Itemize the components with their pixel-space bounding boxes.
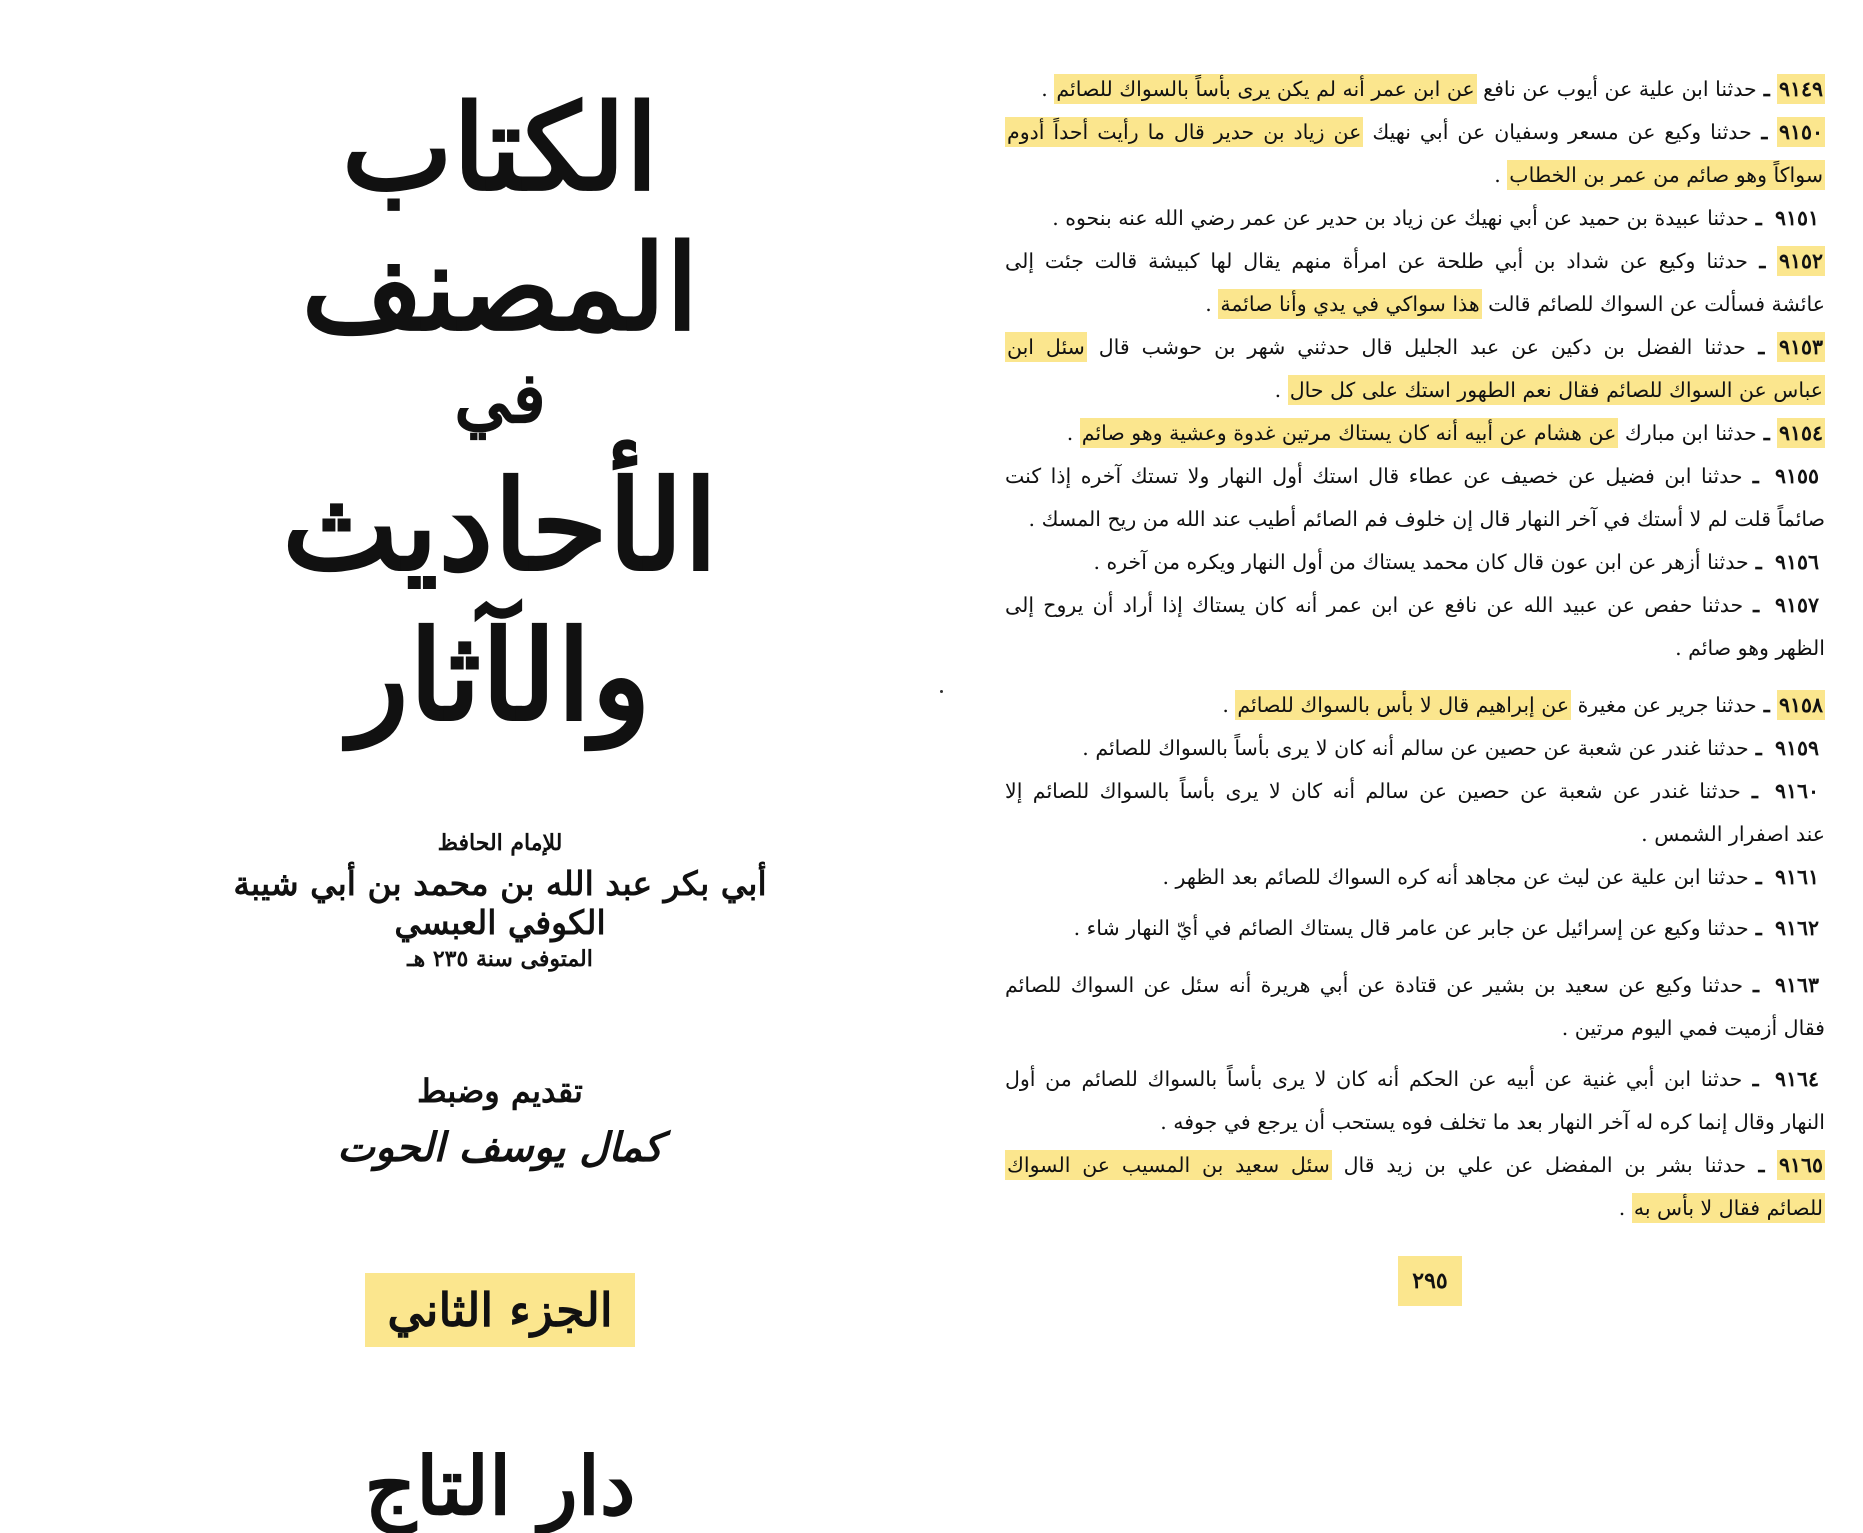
hadith-line [1005, 1007, 1825, 1050]
hadith-entry [1005, 584, 1825, 670]
hadith-number: ٩١٥٣ [1777, 332, 1825, 362]
hadith-line [1005, 584, 1825, 627]
hadith-text: حدثنا ابن فضيل عن خصيف عن عطاء قال استك أول النهار ولا تستك آخره إذا كنت [1005, 464, 1743, 488]
book-title-line1: الكتاب المصنف [301, 78, 699, 357]
hadith-line [1005, 907, 1825, 950]
hadith-dash: ـ [1743, 973, 1769, 997]
hadith-entry [1005, 68, 1825, 111]
hadith-text: حدثنا حفص عن عبيد الله عن نافع عن ابن عمر أنه كان يستاك إذا أراد أن يروح إلى [1005, 593, 1744, 617]
hadith-entry [1005, 455, 1825, 541]
hadith-line [1005, 1187, 1825, 1230]
hadith-line [1005, 498, 1825, 541]
highlighted-text: عن هشام عن أبيه أنه كان يستاك مرتين غدوة وعشية وهو صائم [1080, 418, 1619, 448]
hadith-text: حدثنا الفضل بن دكين عن عبد الجليل قال حدثني شهر بن حوشب قال [1086, 335, 1746, 359]
hadith-text: . [1274, 378, 1288, 402]
hadith-text: حدثنا وكيع عن مسعر وسفيان عن أبي نهيك [1363, 120, 1752, 144]
hadith-line [1005, 770, 1825, 813]
hadith-text: حدثنا غندر عن شعبة عن حصين عن سالم أنه كان لا يرى بأساً بالسواك للصائم . [1082, 736, 1749, 760]
hadith-text: حدثنا وكيع عن سعيد بن بشير عن قتادة عن أبي هريرة أنه سئل عن السواك للصائم [1005, 973, 1744, 997]
hadith-text: حدثنا جرير عن مغيرة [1571, 693, 1757, 717]
hadith-line [1005, 964, 1825, 1007]
hadith-number: ٩١٦٢ [1774, 916, 1819, 940]
author-death-date: المتوفى سنة ٢٣٥ هـ [407, 946, 593, 972]
hadith-text: صائماً قلت لم لا أستك في آخر النهار قال إن خلوف فم الصائم أطيب عند الله من ريح المسك . [1028, 507, 1825, 531]
hadith-dash: ـ [1746, 1153, 1777, 1177]
hadith-text: حدثنا ابن مبارك [1618, 421, 1757, 445]
hadith-number: ٩١٥١ [1774, 206, 1819, 230]
hadith-dash: ـ [1756, 77, 1777, 101]
hadith-entry [1005, 111, 1825, 197]
hadith-entry [1005, 727, 1825, 770]
hadith-dash: ـ [1756, 693, 1777, 717]
hadith-number: ٩١٦١ [1774, 865, 1819, 889]
hadith-number: ٩١٦٤ [1774, 1067, 1820, 1091]
hadith-line [1005, 240, 1825, 283]
highlighted-text: سئل ابن [1005, 332, 1087, 362]
imam-label: للإمام الحافظ [437, 830, 563, 856]
hadith-page [1005, 68, 1825, 1308]
hadith-line [1005, 1058, 1825, 1101]
hadith-entry [1005, 412, 1825, 455]
hadith-dash: ـ [1747, 249, 1777, 273]
hadith-line [1005, 1144, 1825, 1187]
highlighted-text: سواكاً وهو صائم من عمر بن الخطاب [1507, 160, 1825, 190]
hadith-number: ٩١٦٣ [1774, 973, 1819, 997]
hadith-line [1005, 541, 1825, 584]
hadith-dash: ـ [1748, 865, 1769, 889]
hadith-dash: ـ [1748, 916, 1769, 940]
hadith-text: حدثنا غندر عن شعبة عن حصين عن سالم أنه كان لا يرى بأساً بالسواك للصائم إلا [1005, 779, 1741, 803]
volume-label: الجزء الثاني [365, 1273, 634, 1347]
highlighted-text: عن زياد بن حدير قال ما رأيت أحداً أدوم [1005, 117, 1363, 147]
intro-label: تقديم وضبط [417, 1072, 583, 1110]
hadith-number: ٩١٥٤ [1777, 418, 1825, 448]
hadith-text: . [1041, 77, 1055, 101]
hadith-number: ٩١٥٢ [1777, 246, 1825, 276]
hadith-line [1005, 369, 1825, 412]
hadith-number: ٩١٥٧ [1774, 593, 1820, 617]
hadith-text: عائشة فسألت عن السواك للصائم قالت [1481, 292, 1825, 316]
hadith-entry [1005, 770, 1825, 856]
hadith-text: النهار وقال إنما كره له آخر النهار بعد ما تخلف فوه يستحب أن يرجع في جوفه . [1160, 1110, 1825, 1134]
hadith-line [1005, 412, 1825, 455]
hadith-text: حدثنا أزهر عن ابن عون قال كان محمد يستاك من أول النهار ويكره من آخره . [1093, 550, 1749, 574]
hadith-text: حدثنا ابن أبي غنية عن أبيه عن الحكم أنه كان لا يرى بأساً بالسواك للصائم من أول [1005, 1067, 1743, 1091]
hadith-dash: ـ [1742, 464, 1769, 488]
hadith-text: فقال أزميت فمي اليوم مرتين . [1561, 1016, 1825, 1040]
hadith-text: . [1618, 1196, 1632, 1220]
hadith-dash: ـ [1756, 421, 1777, 445]
hadith-number: ٩١٤٩ [1777, 74, 1825, 104]
hadith-line [1005, 154, 1825, 197]
hadith-line [1005, 455, 1825, 498]
hadith-entry [1005, 964, 1825, 1050]
title-page [200, 60, 800, 1533]
page-number: ٢٩٥ [1398, 1256, 1462, 1306]
hadith-dash: ـ [1751, 120, 1777, 144]
hadith-entry [1005, 856, 1825, 899]
hadith-line [1005, 627, 1825, 670]
highlighted-text: للصائم فقال لا بأس به [1632, 1193, 1825, 1223]
hadith-number: ٩١٦٠ [1774, 779, 1820, 803]
hadith-text: حدثنا ابن علية عن أيوب عن نافع [1476, 77, 1757, 101]
hadith-entry [1005, 1058, 1825, 1144]
hadith-line [1005, 197, 1825, 240]
hadith-dash: ـ [1748, 206, 1769, 230]
hadith-number: ٩١٥٨ [1777, 690, 1825, 720]
hadith-entry [1005, 240, 1825, 326]
hadith-text: حدثنا عبيدة بن حميد عن أبي نهيك عن زياد بن حدير عن عمر رضي الله عنه بنحوه . [1052, 206, 1749, 230]
hadith-text: . [1066, 421, 1080, 445]
hadith-line [1005, 684, 1825, 727]
hadith-entry [1005, 684, 1825, 727]
hadith-dash: ـ [1745, 335, 1777, 359]
publisher-name: دار التاج [364, 1439, 636, 1533]
hadith-text: حدثنا ابن علية عن ليث عن مجاهد أنه كره السواك للصائم بعد الظهر . [1162, 865, 1749, 889]
hadith-text: حدثنا بشر بن المفضل عن علي بن زيد قال [1331, 1153, 1747, 1177]
hadith-text: . [1222, 693, 1236, 717]
hadith-number: ٩١٦٥ [1777, 1150, 1825, 1180]
hadith-entry [1005, 907, 1825, 950]
hadith-text: . [1494, 163, 1508, 187]
highlighted-text: سئل سعيد بن المسيب عن السواك [1005, 1150, 1332, 1180]
hadith-text: عند اصفرار الشمس . [1641, 822, 1825, 846]
highlighted-text: عن إبراهيم قال لا بأس بالسواك للصائم [1235, 690, 1571, 720]
hadith-number: ٩١٥٩ [1774, 736, 1819, 760]
highlighted-text: هذا سواكي في يدي وأنا صائمة [1218, 289, 1481, 319]
hadith-line [1005, 727, 1825, 770]
hadith-dash: ـ [1742, 1067, 1769, 1091]
author-name: أبي بكر عبد الله بن محمد بن أبي شيبة الكوفي العبسي [233, 864, 767, 942]
hadith-dash: ـ [1743, 593, 1769, 617]
book-title-line2: في [454, 356, 546, 439]
hadith-dash: ـ [1748, 550, 1769, 574]
hadith-text: الظهر وهو صائم . [1675, 636, 1825, 660]
hadith-line [1005, 111, 1825, 154]
hadith-line [1005, 283, 1825, 326]
hadith-line [1005, 1101, 1825, 1144]
hadith-text: . [1205, 292, 1219, 316]
hadith-line [1005, 856, 1825, 899]
hadith-text: حدثنا وكيع عن إسرائيل عن جابر عن عامر قال يستاك الصائم في أيّ النهار شاء . [1073, 916, 1749, 940]
hadith-dash: ـ [1740, 779, 1769, 803]
highlighted-text: عباس عن السواك للصائم فقال نعم الطهور استك على كل حال [1288, 375, 1825, 405]
hadith-number: ٩١٥٠ [1777, 117, 1825, 147]
book-title-line3: الأحاديث والآثار [282, 454, 718, 749]
hadith-line [1005, 326, 1825, 369]
hadith-line [1005, 813, 1825, 856]
hadith-entry [1005, 1144, 1825, 1230]
hadith-line [1005, 68, 1825, 111]
hadith-entry [1005, 541, 1825, 584]
hadith-entry [1005, 197, 1825, 240]
hadith-number: ٩١٥٥ [1774, 464, 1820, 488]
hadith-text: حدثنا وكيع عن شداد بن أبي طلحة عن امرأة منهم يقال لها كبيشة قالت جئت إلى [1005, 249, 1748, 273]
page-dot [940, 690, 943, 693]
highlighted-text: عن ابن عمر أنه لم يكن يرى بأساً بالسواك للصائم [1054, 74, 1476, 104]
hadith-dash: ـ [1748, 736, 1769, 760]
hadith-number: ٩١٥٦ [1774, 550, 1819, 574]
hadith-entry [1005, 326, 1825, 412]
editor-name: كمال يوسف الحوت [337, 1124, 663, 1171]
